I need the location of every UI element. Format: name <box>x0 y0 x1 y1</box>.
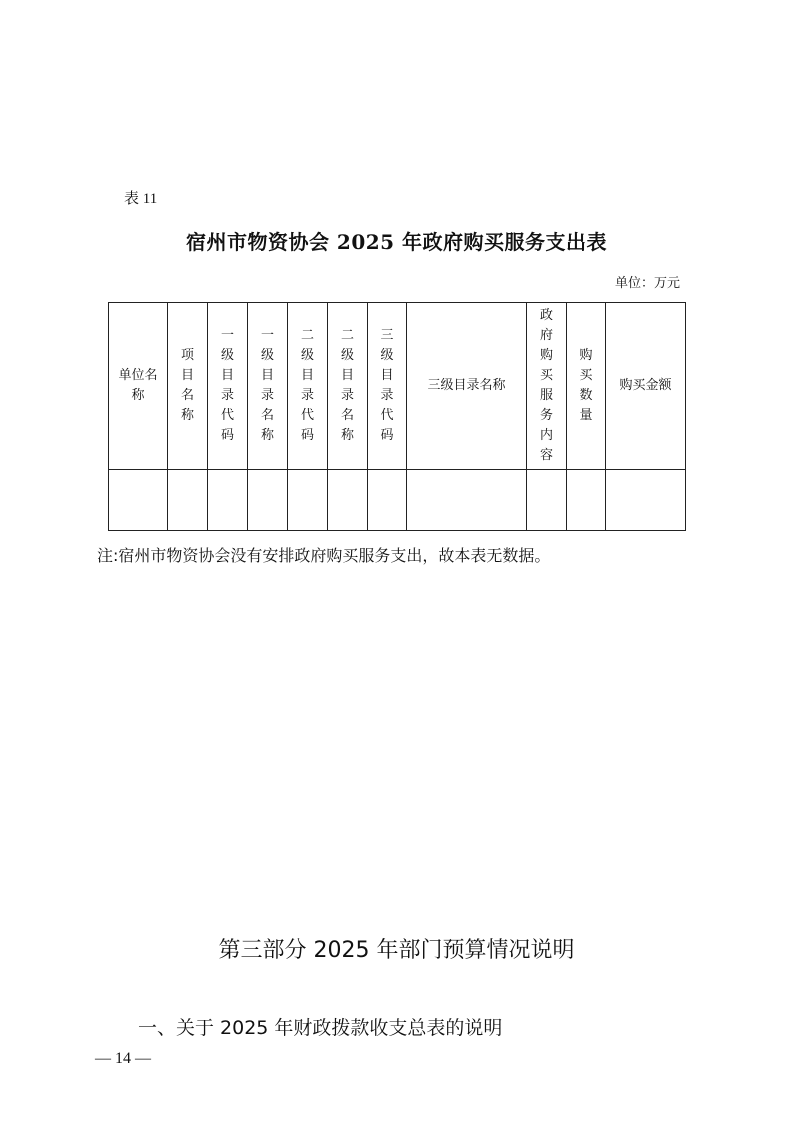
table-cell <box>567 470 606 531</box>
column-header: 政府购买服务内容 <box>527 303 567 470</box>
table-cell <box>328 470 368 531</box>
section-title: 第三部分 2025 年部门预算情况说明 <box>218 938 575 963</box>
table-cell <box>109 470 168 531</box>
table-row <box>109 470 686 531</box>
column-header: 购买数量 <box>567 303 606 470</box>
unit-label: 单位：万元 <box>614 276 680 291</box>
purchase-services-table <box>108 302 686 531</box>
table-cell <box>606 470 686 531</box>
column-header: 项目名称 <box>168 303 208 470</box>
table-header-row <box>109 303 686 470</box>
table-cell <box>407 470 527 531</box>
column-header: 购买金额 <box>606 303 686 470</box>
table-cell <box>248 470 288 531</box>
subsection-title: 一、关于 2025 年财政拨款收支总表的说明 <box>138 1017 503 1039</box>
column-header: 三级目录代码 <box>368 303 407 470</box>
column-header: 一级目录名称 <box>248 303 288 470</box>
column-header: 一级目录代码 <box>208 303 248 470</box>
table-cell <box>168 470 208 531</box>
table-label: 表 11 <box>124 191 158 207</box>
table-cell <box>208 470 248 531</box>
column-header: 三级目录名称 <box>407 303 527 470</box>
page-number: — 14 — <box>95 1050 151 1067</box>
table-note: 注:宿州市物资协会没有安排政府购买服务支出，故本表无数据。 <box>97 546 551 565</box>
column-header: 单位名称 <box>109 303 168 470</box>
column-header: 二级目录名称 <box>328 303 368 470</box>
table-cell <box>288 470 328 531</box>
table-cell <box>527 470 567 531</box>
document-title: 宿州市物资协会 2025 年政府购买服务支出表 <box>185 230 608 254</box>
column-header: 二级目录代码 <box>288 303 328 470</box>
table-cell <box>368 470 407 531</box>
